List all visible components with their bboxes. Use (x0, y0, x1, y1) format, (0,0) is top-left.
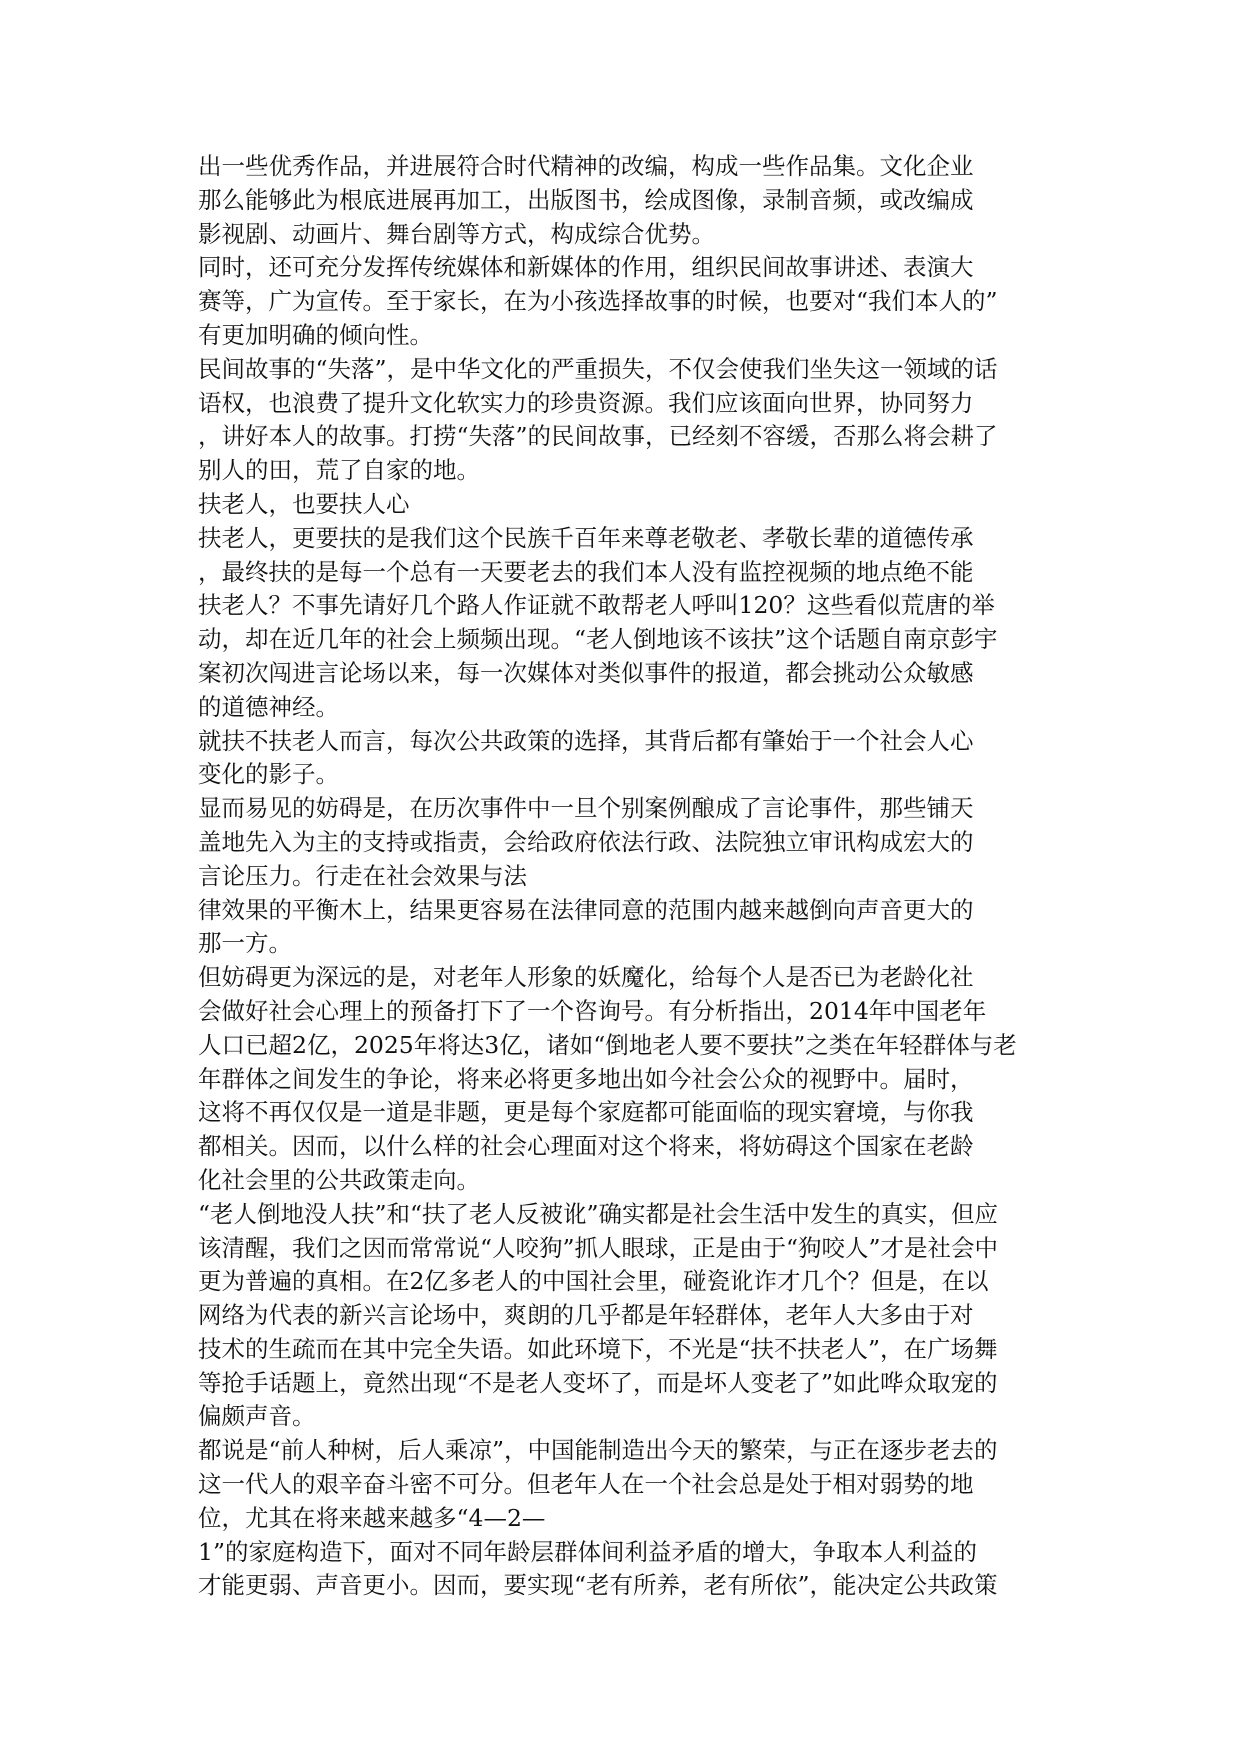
text-line: 化社会里的公共政策走向。 (198, 1165, 480, 1194)
text-line: 扶老人？不事先请好几个路人作证就不敢帮老人呼叫120？这些看似荒唐的举 (198, 591, 995, 620)
text-line: 动，却在近几年的社会上频频出现。“老人倒地该不该扶”这个话题自南京彭宇 (198, 625, 998, 654)
text-line: 这将不再仅仅是一道是非题，更是每个家庭都可能面临的现实窘境，与你我 (198, 1098, 974, 1127)
text-line: ，最终扶的是每一个总有一天要老去的我们本人没有监控视频的地点绝不能 (198, 557, 974, 586)
text-line: 出一些优秀作品，并进展符合时代精神的改编，构成一些作品集。文化企业 (198, 152, 974, 180)
text-line: 语权，也浪费了提升文化软实力的珍贵资源。我们应该面向世界，协同努力 (198, 388, 974, 417)
text-line: 言论压力。行走在社会效果与法 (198, 861, 527, 890)
text-line: 但妨碍更为深远的是，对老年人形象的妖魔化，给每个人是否已为老龄化社 (198, 963, 974, 992)
text-line: 网络为代表的新兴言论场中，爽朗的几乎都是年轻群体，老年人大多由于对 (198, 1301, 974, 1330)
text-line: 都相关。因而，以什么样的社会心理面对这个将来，将妨碍这个国家在老龄 (198, 1132, 974, 1161)
text-line: 会做好社会心理上的预备打下了一个咨询号。有分析指出，2014年中国老年 (198, 996, 987, 1025)
text-line: 技术的生疏而在其中完全失语。如此环境下，不光是“扶不扶老人”，在广场舞 (198, 1334, 998, 1363)
text-line: 1”的家庭构造下，面对不同年龄层群体间利益矛盾的增大，争取本人利益的 (198, 1537, 977, 1566)
text-line: 那一方。 (198, 929, 292, 958)
text-line: 位，尤其在将来越来越多“4—2— (198, 1503, 546, 1532)
text-line: 等抢手话题上，竟然出现“不是老人变坏了，而是坏人变老了”如此哗众取宠的 (198, 1368, 998, 1397)
text-line: “老人倒地没人扶”和“扶了老人反被讹”确实都是社会生活中发生的真实，但应 (198, 1199, 999, 1228)
text-line: 这一代人的艰辛奋斗密不可分。但老年人在一个社会总是处于相对弱势的地 (198, 1470, 974, 1499)
text-line: 偏颇声音。 (198, 1402, 316, 1431)
text-line: 赛等，广为宣传。至于家长，在为小孩选择故事的时候，也要对“我们本人的” (198, 287, 998, 316)
text-line: 影视剧、动画片、舞台剧等方式，构成综合优势。 (198, 219, 715, 248)
text-line: 就扶不扶老人而言，每次公共政策的选择，其背后都有肇始于一个社会人心 (198, 726, 974, 755)
text-line: 那么能够此为根底进展再加工，出版图书，绘成图像，录制音频，或改编成 (198, 185, 974, 214)
text-line: 有更加明确的倾向性。 (198, 320, 433, 349)
text-line: 同时，还可充分发挥传统媒体和新媒体的作用，组织民间故事讲述、表演大 (198, 253, 974, 282)
text-line: 扶老人，更要扶的是我们这个民族千百年来尊老敬老、孝敬长辈的道德传承 (198, 523, 974, 552)
text-line: 该清醒，我们之因而常常说“人咬狗”抓人眼球，正是由于“狗咬人”才是社会中 (198, 1233, 999, 1262)
text-line: 年群体之间发生的争论，将来必将更多地出如今社会公众的视野中。届时， (198, 1064, 974, 1093)
text-line: 人口已超2亿，2025年将达3亿，诸如“倒地老人要不要扶”之类在年轻群体与老 (198, 1030, 1017, 1059)
text-line: 更为普遍的真相。在2亿多老人的中国社会里，碰瓷讹诈才几个？但是，在以 (198, 1267, 989, 1296)
text-line: ，讲好本人的故事。打捞“失落”的民间故事，已经刻不容缓，否那么将会耕了 (198, 422, 998, 451)
text-line: 变化的影子。 (198, 760, 339, 789)
document-body (198, 150, 1058, 1603)
text-line: 扶老人，也要扶人心 (198, 489, 410, 518)
text-line: 显而易见的妨碍是，在历次事件中一旦个别案例酿成了言论事件，那些铺天 (198, 794, 974, 823)
text-line: 律效果的平衡木上，结果更容易在法律同意的范围内越来越倒向声音更大的 (198, 895, 974, 924)
text-line: 盖地先入为主的支持或指责，会给政府依法行政、法院独立审讯构成宏大的 (198, 827, 974, 856)
text-line: 民间故事的“失落”，是中华文化的严重损失，不仅会使我们坐失这一领域的话 (198, 354, 998, 383)
text-line: 才能更弱、声音更小。因而，要实现“老有所养，老有所依”，能决定公共政策 (198, 1571, 998, 1600)
text-line: 都说是“前人种树，后人乘凉”，中国能制造出今天的繁荣，与正在逐步老去的 (198, 1436, 998, 1465)
text-line: 案初次闯进言论场以来，每一次媒体对类似事件的报道，都会挑动公众敏感 (198, 658, 974, 687)
text-line: 别人的田，荒了自家的地。 (198, 456, 480, 485)
text-line: 的道德神经。 (198, 692, 339, 721)
